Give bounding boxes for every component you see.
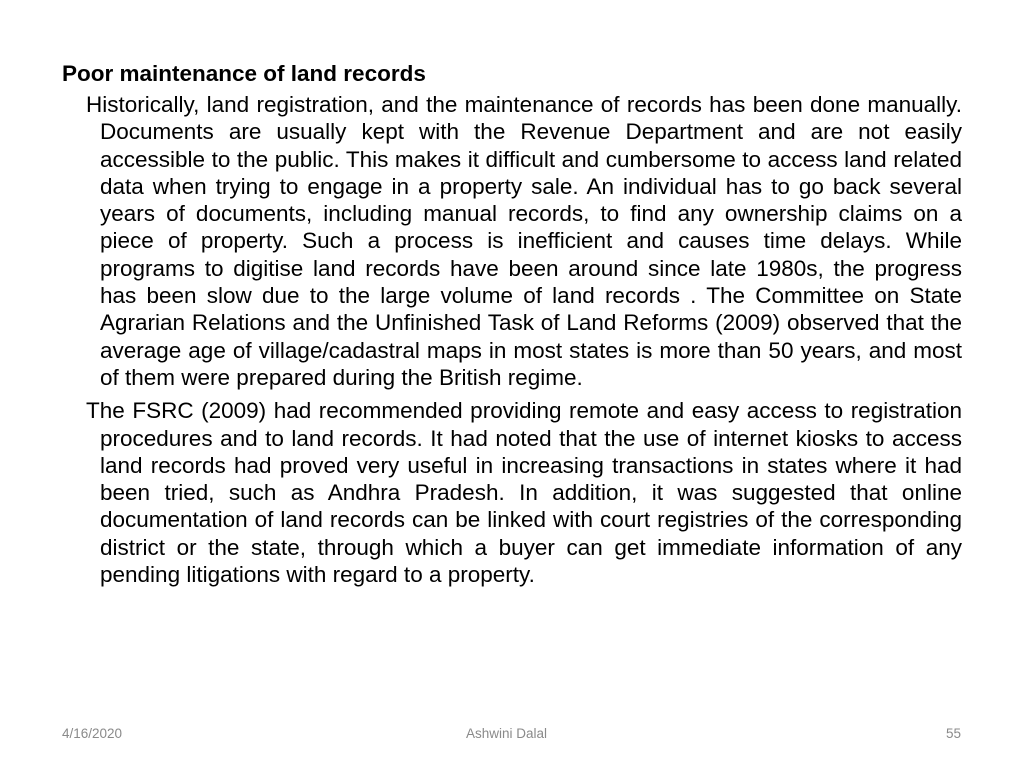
- footer-author: Ashwini Dalal: [466, 726, 548, 741]
- paragraph-fsrc-recommendation: The FSRC (2009) had recommended providing remote and easy access to registration procedures and to land records. It had noted that the use of internet kiosks to access land records had proved very useful in increasing transactions in states where it had been tried, such as Andhra Pradesh. In addition, it was suggested that online documentation of land records can be linked with court registries of the corresponding district or the state, through which a buyer can get immediate information of any pending litigations with regard to a property.: [86, 398, 962, 588]
- slide-title: Poor maintenance of land records: [62, 61, 426, 86]
- footer-page-number: 55: [946, 726, 962, 741]
- footer-date: 4/16/2020: [62, 726, 123, 741]
- paragraph-land-records-history: Historically, land registration, and the maintenance of records has been done manually. Documents are usually kept with the Revenue Department and are not easily accessible to the public. This makes it difficult and cumbersome to access land related data when trying to engage in a property sale. An individual has to go back several years of documents, including manual records, to find any ownership claims on a piece of property. Such a process is inefficient and causes time delays. While programs to digitise land records have been around since late 1980s, the progress has been slow due to the large volume of land records . The Committee on State Agrarian Relations and the Unfinished Task of Land Reforms (2009) observed that the average age of village/cadastral maps in most states is more than 50 years, and most of them were prepared during the British regime.: [86, 92, 962, 390]
- slide-body: [62, 60, 962, 594]
